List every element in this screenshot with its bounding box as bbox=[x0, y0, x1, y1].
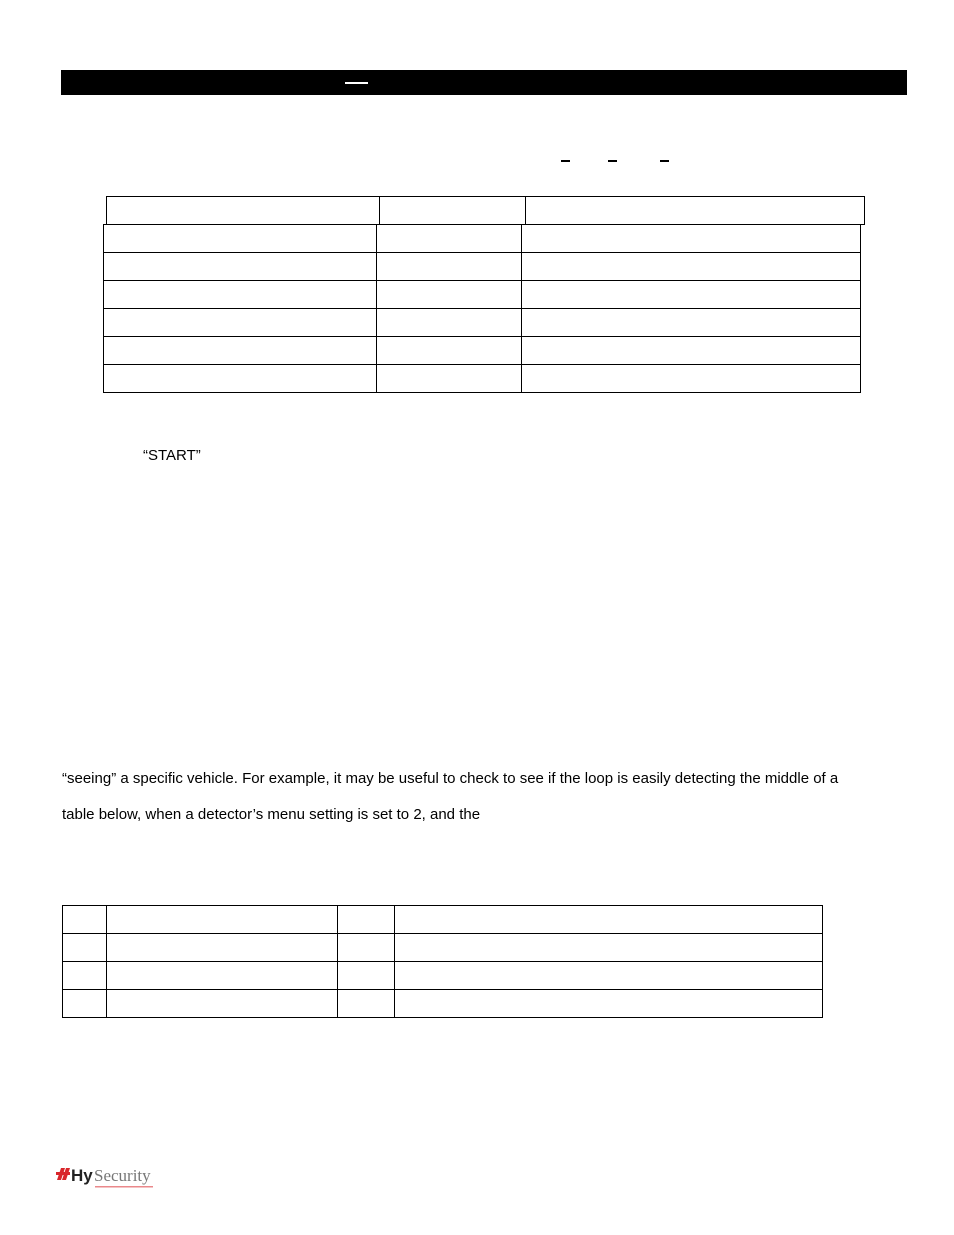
table-row bbox=[104, 281, 861, 309]
table-cell bbox=[377, 337, 522, 365]
table-cell bbox=[522, 309, 861, 337]
table-cell bbox=[522, 253, 861, 281]
table-cell bbox=[104, 281, 377, 309]
header-dash bbox=[345, 82, 368, 84]
table-row bbox=[63, 934, 823, 962]
table-cell bbox=[338, 934, 395, 962]
logo-text-light: Security bbox=[94, 1166, 151, 1185]
table-cell bbox=[338, 962, 395, 990]
table2 bbox=[62, 905, 823, 1018]
table-cell bbox=[522, 337, 861, 365]
table-row bbox=[63, 962, 823, 990]
paragraph-line-1: “seeing” a specific vehicle. For example, it may be useful to check to see if the loop is easily detecting the middle of a bbox=[62, 770, 839, 787]
table-cell bbox=[107, 906, 338, 934]
hysecurity-logo bbox=[55, 1162, 165, 1194]
table-cell bbox=[522, 281, 861, 309]
table-row bbox=[104, 337, 861, 365]
table-row bbox=[104, 253, 861, 281]
logo-text-bold: Hy bbox=[71, 1166, 93, 1185]
table-cell bbox=[377, 225, 522, 253]
table-cell bbox=[107, 990, 338, 1018]
table-cell bbox=[104, 337, 377, 365]
dash-mark bbox=[608, 160, 617, 162]
table-cell bbox=[377, 253, 522, 281]
table-cell bbox=[104, 253, 377, 281]
table-row bbox=[107, 197, 865, 225]
table-cell bbox=[63, 934, 107, 962]
table-cell bbox=[338, 990, 395, 1018]
table-cell bbox=[377, 365, 522, 393]
table-cell bbox=[338, 906, 395, 934]
table1-body bbox=[103, 224, 861, 393]
table-cell bbox=[395, 962, 823, 990]
table-cell bbox=[104, 365, 377, 393]
logo-graphic bbox=[55, 1162, 165, 1194]
start-quote-text: “START” bbox=[143, 447, 201, 464]
table1-header bbox=[106, 196, 865, 225]
table-cell bbox=[522, 225, 861, 253]
table-cell bbox=[63, 906, 107, 934]
table-cell bbox=[107, 197, 380, 225]
table-cell bbox=[395, 990, 823, 1018]
table-cell bbox=[107, 962, 338, 990]
table-row bbox=[104, 225, 861, 253]
table-cell bbox=[377, 281, 522, 309]
dash-mark bbox=[660, 160, 669, 162]
table-cell bbox=[104, 309, 377, 337]
table-cell bbox=[395, 906, 823, 934]
table-cell bbox=[522, 365, 861, 393]
table-cell bbox=[104, 225, 377, 253]
table-cell bbox=[107, 934, 338, 962]
paragraph-line-2: table below, when a detector’s menu setting is set to 2, and the bbox=[62, 806, 481, 823]
table-row bbox=[104, 365, 861, 393]
table-cell bbox=[63, 990, 107, 1018]
table-row bbox=[104, 309, 861, 337]
table-cell bbox=[395, 934, 823, 962]
table-row bbox=[63, 906, 823, 934]
table-cell bbox=[377, 309, 522, 337]
table-cell bbox=[526, 197, 865, 225]
dash-mark bbox=[561, 160, 570, 162]
table-row bbox=[63, 990, 823, 1018]
section-header-bar bbox=[61, 70, 907, 95]
table-cell bbox=[380, 197, 526, 225]
table-cell bbox=[63, 962, 107, 990]
